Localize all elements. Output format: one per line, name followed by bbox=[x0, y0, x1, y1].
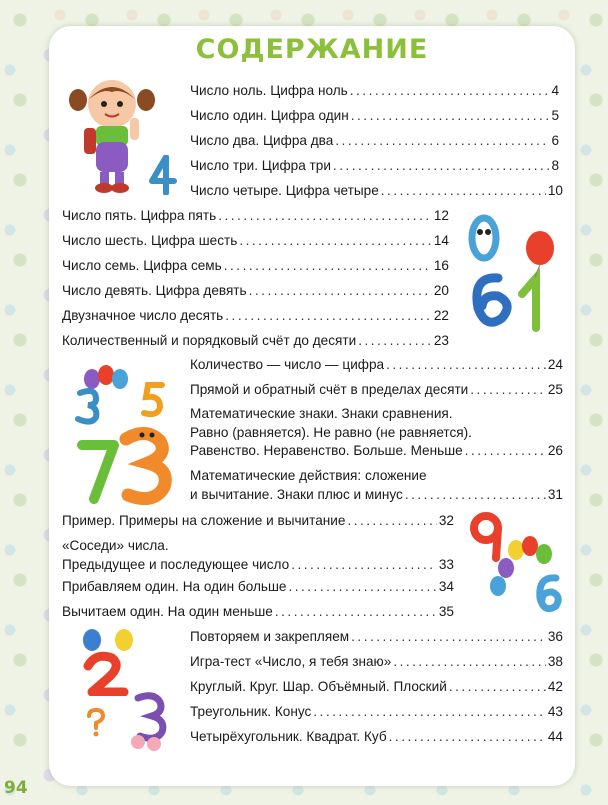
toc-entry[interactable]: Число пять. Цифра пять ..... 12 bbox=[62, 207, 449, 224]
leader-dots bbox=[218, 207, 432, 224]
toc-page: 33 bbox=[438, 556, 454, 572]
toc-page: 4 bbox=[551, 83, 559, 98]
digit-four-icon bbox=[148, 155, 178, 195]
toc-page: 35 bbox=[438, 604, 454, 619]
question-mark-icon bbox=[86, 708, 106, 738]
leader-dots bbox=[449, 678, 546, 695]
leader-dots bbox=[224, 257, 432, 274]
toc-entry[interactable]: Число семь. Цифра семь ..... 16 bbox=[62, 257, 449, 274]
toc-page: 10 bbox=[547, 183, 563, 198]
leader-dots bbox=[291, 556, 437, 573]
leader-dots bbox=[239, 232, 432, 249]
leader-dots bbox=[347, 512, 436, 529]
toc-entry[interactable]: Пример. Примеры на сложение и вычитание ..... 32 bbox=[62, 512, 454, 529]
toc-page: 16 bbox=[433, 258, 449, 273]
toc-entry[interactable]: Круглый. Круг. Шар. Объёмный. Плоский ..... 42 bbox=[190, 678, 563, 695]
leader-dots bbox=[351, 107, 550, 124]
toc-entry[interactable]: Число три. Цифра три ..... 8 bbox=[190, 157, 559, 174]
toc-page: 26 bbox=[547, 443, 563, 458]
leader-dots bbox=[405, 486, 546, 503]
toc-page: 22 bbox=[433, 308, 449, 323]
digits-zero-six-one-with-balloon-icon bbox=[458, 208, 568, 338]
toc-entry[interactable]: Треугольник. Конус ..... 43 bbox=[190, 703, 563, 720]
toc-entry[interactable]: Прямой и обратный счёт в пределах десяти ..... 25 bbox=[190, 381, 563, 398]
toc-entry[interactable]: Повторяем и закрепляем ..... 36 bbox=[190, 628, 563, 645]
digit-three-with-pigs-icon bbox=[128, 692, 172, 752]
toc-entry-multiline[interactable]: Математические знаки. Знаки сравнения. Равно (равняется). Не равно (не равняется). Равенство. Неравенство. Больше. Меньше ..... 26 bbox=[190, 405, 563, 459]
toc-page: 44 bbox=[547, 729, 563, 744]
toc-page: 14 bbox=[433, 233, 449, 248]
digits-three-five-with-balloons-icon bbox=[74, 365, 170, 425]
leader-dots bbox=[358, 332, 432, 349]
toc-entry[interactable]: Число ноль. Цифра ноль ..... 4 bbox=[190, 82, 559, 99]
leader-dots bbox=[470, 381, 546, 398]
toc-entry-multiline[interactable]: «Соседи» числа. Предыдущее и последующее число ..... 33 bbox=[62, 537, 454, 573]
digit-two-with-balloons-icon bbox=[76, 626, 140, 696]
toc-entry[interactable]: Игра-тест «Число, я тебя знаю» ..... 38 bbox=[190, 653, 563, 670]
toc-entry[interactable]: Количественный и порядковый счёт до десяти ..... 23 bbox=[62, 332, 449, 349]
toc-entry[interactable]: Четырёхугольник. Квадрат. Куб ..... 44 bbox=[190, 728, 563, 745]
leader-dots bbox=[275, 603, 437, 620]
digits-seven-three-tiger-icon bbox=[76, 425, 176, 505]
page-title: СОДЕРЖАНИЕ bbox=[195, 34, 429, 65]
leader-dots bbox=[335, 132, 549, 149]
toc-page: 20 bbox=[433, 283, 449, 298]
leader-dots bbox=[389, 728, 546, 745]
toc-page: 5 bbox=[551, 108, 559, 123]
toc-entry[interactable]: Вычитаем один. На один меньше ..... 35 bbox=[62, 603, 454, 620]
toc-entry[interactable]: Число один. Цифра один ..... 5 bbox=[190, 107, 559, 124]
toc-page: 43 bbox=[547, 704, 563, 719]
leader-dots bbox=[313, 703, 546, 720]
leader-dots bbox=[386, 356, 546, 373]
toc-page: 42 bbox=[547, 679, 563, 694]
toc-page: 32 bbox=[438, 513, 454, 528]
leader-dots bbox=[225, 307, 432, 324]
leader-dots bbox=[249, 282, 432, 299]
toc-entry[interactable]: Число шесть. Цифра шесть ..... 14 bbox=[62, 232, 449, 249]
toc-entry[interactable]: Число девять. Цифра девять ..... 20 bbox=[62, 282, 449, 299]
toc-page: 31 bbox=[547, 486, 563, 502]
toc-entry[interactable]: Прибавляем один. На один больше ..... 34 bbox=[62, 578, 454, 595]
toc-page: 8 bbox=[551, 158, 559, 173]
toc-page: 25 bbox=[547, 382, 563, 397]
toc-entry[interactable]: Двузначное число десять ..... 22 bbox=[62, 307, 449, 324]
leader-dots bbox=[350, 82, 550, 99]
toc-page: 34 bbox=[438, 579, 454, 594]
page-number: 94 bbox=[4, 778, 28, 798]
toc-page: 36 bbox=[547, 629, 563, 644]
toc-page: 38 bbox=[547, 654, 563, 669]
toc-entry[interactable]: Количество — число — цифра ..... 24 bbox=[190, 356, 563, 373]
toc-entry-multiline[interactable]: Математические действия: сложение и вычитание. Знаки плюс и минус ..... 31 bbox=[190, 467, 563, 503]
toc-page: 12 bbox=[433, 208, 449, 223]
girl-character-icon bbox=[62, 76, 162, 194]
leader-dots bbox=[333, 157, 550, 174]
toc-page: 6 bbox=[551, 133, 559, 148]
toc-page: 23 bbox=[433, 333, 449, 348]
leader-dots bbox=[465, 442, 546, 459]
toc-entry[interactable]: Число два. Цифра два ..... 6 bbox=[190, 132, 559, 149]
leader-dots bbox=[381, 182, 546, 199]
leader-dots bbox=[288, 578, 436, 595]
toc-page: 24 bbox=[547, 357, 563, 372]
digits-nine-six-with-balloons-icon bbox=[468, 510, 568, 618]
leader-dots bbox=[393, 653, 546, 670]
leader-dots bbox=[351, 628, 546, 645]
toc-entry[interactable]: Число четыре. Цифра четыре ..... 10 bbox=[190, 182, 563, 199]
